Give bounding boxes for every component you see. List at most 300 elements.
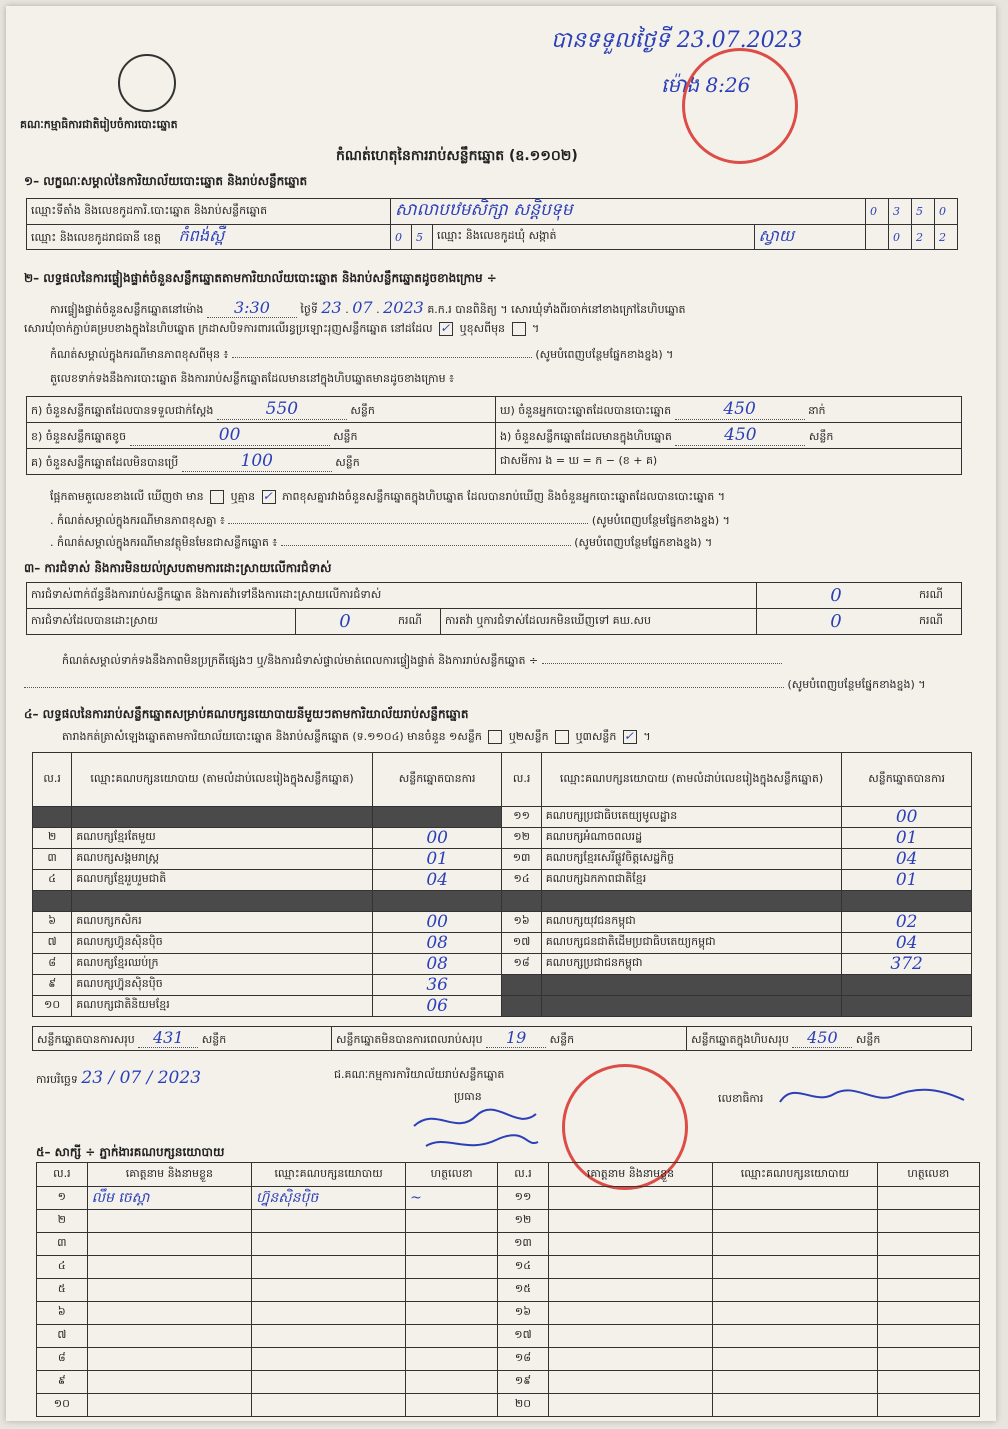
party-row <box>33 891 972 912</box>
fill-note: (សូមបំពេញបន្ថែមផ្នែកខាងខ្នង) ។ <box>787 678 926 691</box>
irregularity-field-2[interactable] <box>24 687 784 688</box>
witness-party <box>713 1256 877 1279</box>
witness-row <box>37 1394 980 1417</box>
fill-note: (សូមបំពេញបន្ថែមផ្នែកខាងខ្នង) ។ <box>574 536 713 549</box>
province-code-digit: 0 <box>391 225 412 250</box>
irregularity-field[interactable] <box>542 663 782 664</box>
party-no: ១៨ <box>502 954 541 975</box>
commune-code-digit: 2 <box>912 225 935 250</box>
difference-has-label: ផ្អែកតាមតួលេខខាងលើ ឃើញថា មាន <box>50 490 204 503</box>
party-no: ១៧ <box>502 933 541 954</box>
witness-row <box>37 1371 980 1394</box>
col-party: ឈ្មោះគណបក្សនយោបាយ (តាមលំដាប់លេខរៀងក្នុងសន្លឹកឆ្នោត) <box>541 753 842 807</box>
witness-row <box>37 1233 980 1256</box>
witness-no: ៥ <box>37 1279 88 1302</box>
verify-time-label: ការផ្ទៀងផ្ទាត់ចំនួនសន្លឹកឆ្នោតនៅម៉ោង <box>50 303 204 316</box>
witness-col-no: ល.រ <box>37 1163 88 1187</box>
party-no: ១៦ <box>502 912 541 933</box>
secretary-label: លេខាធិការ <box>718 1092 764 1105</box>
commune-label: ឈ្មោះ និងលេខកូដឃុំ សង្កាត់ <box>433 225 755 250</box>
witness-col-no: ល.រ <box>498 1163 549 1187</box>
object-note-label: . កំណត់សម្គាល់ក្នុងករណីមានវត្ថុមិនមែនជាសន្លឹកឆ្នោត ៖ <box>50 536 278 549</box>
unit-case: ករណី <box>915 609 962 635</box>
province-label <box>27 225 391 250</box>
party-name: គណបក្សប្រជាជនកម្ពុជា <box>541 954 842 975</box>
witness-party <box>713 1325 877 1348</box>
party-name: គណបក្សជាតិនិយមខ្មែរ <box>72 996 373 1017</box>
witness-signature <box>406 1325 498 1348</box>
party-row <box>33 828 972 849</box>
party-row <box>33 807 972 828</box>
party-name: គណបក្សឯកភាពជាតិខ្មែរ <box>541 870 842 891</box>
witness-no: ១៤ <box>498 1256 549 1279</box>
witness-no: ៤ <box>37 1256 88 1279</box>
witness-name <box>548 1325 712 1348</box>
party-votes <box>842 975 972 996</box>
witness-name: លឹម ចេស្ដា <box>87 1187 251 1210</box>
diff-note-field[interactable] <box>232 357 532 358</box>
unused-ballots-row <box>27 449 496 475</box>
witness-party <box>252 1348 406 1371</box>
witness-party: ហ្វ៊ុនស៊ិនប៉ិច <box>252 1187 406 1210</box>
party-name <box>72 891 373 912</box>
witness-no: ១៥ <box>498 1279 549 1302</box>
witness-signature <box>877 1279 979 1302</box>
witness-party <box>713 1371 877 1394</box>
party-votes: 01 <box>372 849 502 870</box>
objection-label-1: ការជំទាស់ពាក់ព័ន្ធនឹងការរាប់សន្លឹកឆ្នោត និងការតវ៉ាទៅនឹងការដោះស្រាយលើការជំទាស់ <box>31 587 382 601</box>
witness-party <box>713 1279 877 1302</box>
spoiled-ballots-row <box>27 423 496 449</box>
party-no <box>502 996 541 1017</box>
resolved-label: ការជំទាស់ដែលបានដោះស្រាយ <box>27 609 296 635</box>
province-code-digit: 5 <box>412 225 433 250</box>
party-name: គណបក្សខ្មែររួបរួមជាតិ <box>72 870 373 891</box>
witness-no: ២០ <box>498 1394 549 1417</box>
party-name: គណបក្សខ្មែរតែមួយ <box>72 828 373 849</box>
party-row <box>33 849 972 870</box>
party-no: ៧ <box>33 933 72 954</box>
party-row <box>33 870 972 891</box>
unit-sheet: សន្លឹក <box>549 1033 575 1046</box>
unit-sheet: សន្លឹក <box>808 430 834 443</box>
witness-party <box>252 1325 406 1348</box>
fill-note: (សូមបំពេញបន្ថែមផ្នែកខាងខ្នង) ។ <box>591 514 730 527</box>
seal-changed-label: ឬខុសពីមុន <box>459 322 506 335</box>
witness-col-name: គោត្តនាម និងនាមខ្លួន <box>548 1163 712 1187</box>
verify-text: គ.ក.រ បានពិនិត្យ ។ សោរឃុំទាំងពីរចាក់នៅខាងក្រៅនៃហិបឆ្នោត <box>427 303 686 316</box>
unit-case: ករណី <box>915 583 962 609</box>
witness-no: ១៦ <box>498 1302 549 1325</box>
seal-changed-checkbox[interactable] <box>512 322 526 336</box>
witness-no: ១៣ <box>498 1233 549 1256</box>
party-no: ១០ <box>33 996 72 1017</box>
figures-intro: តួលេខទាក់ទងនឹងការបោះឆ្នោត និងការរាប់សន្លឹកឆ្នោតដែលមាននៅក្នុងហិបឆ្នោតមានដូចខាងក្រោម ៖ <box>50 372 454 385</box>
witness-signature <box>877 1394 979 1417</box>
party-no <box>33 891 72 912</box>
irregularity-label: កំណត់សម្គាល់ទាក់ទងនឹងភាពមិនប្រក្រតីផ្សេងៗ ឬ/និងការជំទាស់ផ្ទាល់មាត់ពេលការផ្ទៀងផ្ទាត់ និងការរាប់សន្លឹកឆ្នោត ÷ <box>62 654 539 667</box>
witness-no: ១០ <box>37 1394 88 1417</box>
party-row <box>33 975 972 996</box>
received-date: បានទទួលថ្ងៃទី 23.07.2023 <box>551 28 803 53</box>
party-no: ១៤ <box>502 870 541 891</box>
witness-party <box>252 1233 406 1256</box>
party-no: ៤ <box>33 870 72 891</box>
chair-label: ប្រធាន <box>454 1090 482 1103</box>
witness-name <box>87 1371 251 1394</box>
witness-col-party: ឈ្មោះគណបក្សនយោបាយ <box>713 1163 877 1187</box>
witness-no: ១២ <box>498 1210 549 1233</box>
voters-row <box>496 397 962 423</box>
col-party: ឈ្មោះគណបក្សនយោបាយ (តាមលំដាប់លេខរៀងក្នុងសន្លឹកឆ្នោត) <box>72 753 373 807</box>
witness-party <box>252 1279 406 1302</box>
witness-name <box>548 1348 712 1371</box>
province-label-text: ឈ្មោះ និងលេខកូដរាជធានី ខេត្ត <box>31 231 161 244</box>
witness-signature <box>406 1233 498 1256</box>
witness-party <box>713 1187 877 1210</box>
witness-signature <box>406 1371 498 1394</box>
party-name <box>541 975 842 996</box>
two-sheets-label: ឬ២សន្លឹក <box>508 730 549 743</box>
object-note-line <box>50 536 712 552</box>
empty-cell <box>866 225 889 250</box>
witness-party <box>252 1256 406 1279</box>
received-time: ម៉ោង 8:26 <box>661 73 751 97</box>
witness-party <box>713 1210 877 1233</box>
witness-party <box>713 1394 877 1417</box>
sign-date-label: ការបរិច្ឆេទ <box>36 1073 78 1086</box>
verify-year: 2023 <box>383 298 424 317</box>
party-no <box>33 807 72 828</box>
witness-row <box>37 1210 980 1233</box>
witness-name <box>548 1187 712 1210</box>
witness-name <box>548 1256 712 1279</box>
party-name: គណបក្សខ្មែរឈប់ក្រ <box>72 954 373 975</box>
object-note-field[interactable] <box>281 545 571 546</box>
col-votes: សន្លឹកឆ្នោតបានការ <box>842 753 972 807</box>
witness-no: ៨ <box>37 1348 88 1371</box>
party-votes <box>372 891 502 912</box>
party-votes: 01 <box>842 828 972 849</box>
objection-table <box>26 582 962 635</box>
witness-signature <box>406 1279 498 1302</box>
box-ballots-value: 450 <box>675 425 805 446</box>
three-sheets-checkbox[interactable]: ✓ <box>623 730 637 744</box>
witness-col-sign: ហត្ថលេខា <box>877 1163 979 1187</box>
witness-no: ៦ <box>37 1302 88 1325</box>
station-code-digit: 3 <box>889 199 912 225</box>
station-code-digit: 5 <box>912 199 935 225</box>
form-sheet <box>6 6 996 1421</box>
unit-case: ករណី <box>394 609 441 635</box>
objection-row-1 <box>27 583 757 609</box>
sign-date <box>36 1068 201 1089</box>
difference-line <box>50 490 725 506</box>
station-location-value: សាលាបឋមសិក្សា សន្តិបទុម <box>391 199 866 225</box>
forwarded-value: 0 <box>757 609 916 635</box>
unused-ballots-label: គ) ចំនួនសន្លឹកឆ្នោតដែលមិនបានប្រើ <box>31 456 179 469</box>
received-ballots-row <box>27 397 496 423</box>
difference-none-label: ឬគ្មាន <box>230 490 256 503</box>
witness-party <box>713 1233 877 1256</box>
witness-signature <box>877 1325 979 1348</box>
party-votes: 00 <box>372 912 502 933</box>
witness-party <box>252 1371 406 1394</box>
box-total <box>687 1027 972 1051</box>
invalid-total <box>332 1027 687 1051</box>
witness-no: ៧ <box>37 1325 88 1348</box>
tally-sheets-line: តារាងកត់ត្រាសំឡេងឆ្នោតតាមការិយាល័យបោះឆ្នោត និងរាប់សន្លឹកឆ្នោត (ទ.១១០៤) មានចំនួន ១សន្លឹក ឬ២សន្លឹក ឬ៣សន្លឹក ✓ ។ <box>62 729 651 743</box>
verify-day: 23 <box>321 298 342 317</box>
sign-date-value: 23 / 07 / 2023 <box>81 1068 202 1088</box>
party-no: ១១ <box>502 807 541 828</box>
witness-name <box>87 1394 251 1417</box>
witness-signature <box>877 1256 979 1279</box>
party-row <box>33 933 972 954</box>
commission-stamp-top <box>682 48 798 164</box>
party-votes: 02 <box>842 912 972 933</box>
witness-no: ៩ <box>37 1371 88 1394</box>
diff-note-2-field[interactable] <box>228 523 588 524</box>
witness-signature: ~ <box>406 1187 498 1210</box>
section3-heading: ៣– ការជំទាស់ និងការមិនយល់ស្របតាមការដោះស្រាយលើការជំទាស់ <box>24 561 332 575</box>
party-no: ៨ <box>33 954 72 975</box>
diff-note-2-label: . កំណត់សម្គាល់ក្នុងករណីមានភាពខុសគ្នា ៖ <box>50 514 225 527</box>
party-votes <box>842 891 972 912</box>
received-ballots-label: ក) ចំនួនសន្លឹកឆ្នោតដែលបានទទួលជាក់ស្ដែង <box>31 404 214 417</box>
party-votes: 04 <box>842 849 972 870</box>
chair-signature <box>406 1096 546 1156</box>
witness-signature <box>877 1187 979 1210</box>
witness-signature <box>877 1233 979 1256</box>
forwarded-label: ការតវ៉ា ឬការជំទាស់ដែលរកមិនឃើញទៅ គឃ.សប <box>441 609 757 635</box>
three-sheets-label: ឬ៣សន្លឹក <box>575 730 617 743</box>
party-votes <box>842 996 972 1017</box>
unit-sheet: សន្លឹក <box>335 456 360 469</box>
witness-name <box>548 1302 712 1325</box>
witness-no: ៣ <box>37 1233 88 1256</box>
witness-name <box>87 1210 251 1233</box>
box-total-label: សន្លឹកឆ្នោតក្នុងហិបសរុប <box>691 1033 789 1046</box>
witness-party <box>713 1302 877 1325</box>
party-name: គណបក្សហ្វ៊ុនស៊ិនប៉ិច <box>72 975 373 996</box>
witness-row <box>37 1279 980 1302</box>
invalid-total-label: សន្លឹកឆ្នោតមិនបានការពេលរាប់សរុប <box>336 1033 483 1046</box>
box-ballots-label: ង) ចំនួនសន្លឹកឆ្នោតដែលមានក្នុងហិបឆ្នោត <box>500 430 672 443</box>
emblem-logo <box>118 54 176 112</box>
party-name: គណបក្សអំណាចពលរដ្ឋ <box>541 828 842 849</box>
witness-signature <box>406 1210 498 1233</box>
party-name <box>72 807 373 828</box>
witness-party <box>252 1210 406 1233</box>
unit-sheet: សន្លឹក <box>855 1033 881 1046</box>
difference-has-checkbox[interactable] <box>210 490 224 504</box>
unused-ballots-value: 100 <box>182 451 332 472</box>
col-no: ល.រ <box>33 753 72 807</box>
party-name: គណបក្សប្រជាធិបតេយ្យមូលដ្ឋាន <box>541 807 842 828</box>
party-no: ៣ <box>33 849 72 870</box>
verify-time: 3:30 <box>207 298 297 318</box>
party-row <box>33 996 972 1017</box>
party-no: ២ <box>33 828 72 849</box>
province-value: កំពង់ស្ពឺ <box>178 226 225 245</box>
witness-row <box>37 1256 980 1279</box>
unit-person: នាក់ <box>808 404 826 417</box>
received-ballots-value: 550 <box>217 399 347 420</box>
voters-label: ឃ) ចំនួនអ្នកបោះឆ្នោតដែលបានបោះឆ្នោត <box>500 404 672 417</box>
unit-sheet: សន្លឹក <box>350 404 375 417</box>
station-id-table <box>26 198 958 250</box>
section2-heading: ២– លទ្ធផលនៃការផ្ទៀងផ្ទាត់ចំនួនសន្លឹកឆ្នោតតាមការិយាល័យបោះឆ្នោត និងរាប់សន្លឹកឆ្នោតដូចខាងក្រោម ÷ <box>24 271 497 285</box>
spoiled-ballots-label: ខ) ចំនួនសន្លឹកឆ្នោតខូច <box>31 430 127 443</box>
diff-note-line <box>50 514 730 530</box>
totals-table <box>32 1026 972 1051</box>
invalid-total-value: 19 <box>486 1028 546 1048</box>
witness-name <box>87 1233 251 1256</box>
witness-signature <box>406 1256 498 1279</box>
party-votes: 04 <box>842 933 972 954</box>
party-name <box>541 996 842 1017</box>
party-votes: 08 <box>372 954 502 975</box>
witness-name <box>87 1325 251 1348</box>
objection-value-1: 0 <box>757 583 916 609</box>
party-no <box>502 975 541 996</box>
valid-total <box>33 1027 332 1051</box>
seal-intact-checkbox[interactable]: ✓ <box>439 322 453 336</box>
witness-no: ១៨ <box>498 1348 549 1371</box>
witness-name <box>87 1279 251 1302</box>
equation: ជាសមីការ ង = ឃ = ក − (ខ + គ) <box>496 449 962 475</box>
witness-name <box>87 1302 251 1325</box>
station-code-digit: 0 <box>935 199 958 225</box>
party-votes: 01 <box>842 870 972 891</box>
voters-value: 450 <box>675 399 805 420</box>
witness-name <box>548 1233 712 1256</box>
witness-row <box>37 1302 980 1325</box>
witness-signature <box>877 1210 979 1233</box>
station-code-digit: 0 <box>866 199 889 225</box>
witness-no: ២ <box>37 1210 88 1233</box>
witness-signature <box>406 1302 498 1325</box>
irregularity-note <box>62 654 782 670</box>
party-row <box>33 912 972 933</box>
party-name <box>541 891 842 912</box>
witness-col-name: គោត្តនាម និងនាមខ្លួន <box>87 1163 251 1187</box>
witness-row <box>37 1325 980 1348</box>
box-total-value: 450 <box>792 1028 852 1048</box>
seal-intact-text: សោរឃុំចាក់ភ្ជាប់គម្របខាងក្នុងនៃហិបឆ្នោត ក្រដាសបិទការពារលើរន្ធប្រឡោះរុញសន្លឹកឆ្នោត នៅដដែល <box>24 322 433 335</box>
witness-name <box>548 1279 712 1302</box>
diff-note-fill: (សូមបំពេញបន្ថែមផ្នែកខាងខ្នង) ។ <box>535 348 674 361</box>
party-name: គណបក្សសង្គមរាស្ត្រ <box>72 849 373 870</box>
witness-signature <box>877 1302 979 1325</box>
witness-rows <box>37 1187 980 1417</box>
station-location-label: ឈ្មោះទីតាំង និងលេខកូដការិ.បោះឆ្នោត និងរាប់សន្លឹកឆ្នោត <box>27 199 391 225</box>
party-no: ៦ <box>33 912 72 933</box>
party-name: គណបក្សហ៊្វុនស៊ិនប៉ិច <box>72 933 373 954</box>
witness-signature <box>406 1394 498 1417</box>
verify-day-label: ថ្ងៃទី <box>300 303 318 316</box>
section5-heading: ៥– សាក្សី ÷ ភ្នាក់ងារគណបក្សនយោបាយ <box>36 1145 225 1159</box>
witness-name <box>87 1348 251 1371</box>
witness-party <box>713 1348 877 1371</box>
commune-code-digit: 0 <box>889 225 912 250</box>
witness-no: ១១ <box>498 1187 549 1210</box>
valid-total-value: 431 <box>138 1028 198 1048</box>
section1-heading: ១– លក្ខណៈសម្គាល់នៃការិយាល័យបោះឆ្នោត និងរាប់សន្លឹកឆ្នោត <box>24 174 308 188</box>
resolved-value: 0 <box>296 609 395 635</box>
witness-signature <box>877 1348 979 1371</box>
party-name: គណបក្សយុវជនកម្ពុជា <box>541 912 842 933</box>
witness-name <box>548 1210 712 1233</box>
verify-month: 07 <box>352 298 373 317</box>
party-votes: 08 <box>372 933 502 954</box>
verify-line-2: សោរឃុំចាក់ភ្ជាប់គម្របខាងក្នុងនៃហិបឆ្នោត ក្រដាសបិទការពារលើរន្ធប្រឡោះរុញសន្លឹកឆ្នោត នៅដដែល ✓ ឬខុសពីមុន ។ <box>24 321 540 335</box>
difference-none-checkbox[interactable]: ✓ <box>262 490 276 504</box>
secretary-signature <box>774 1076 974 1116</box>
spoiled-ballots-value: 00 <box>130 425 330 446</box>
witness-name <box>87 1256 251 1279</box>
witness-no: ១៧ <box>498 1325 549 1348</box>
witness-no: ១៩ <box>498 1371 549 1394</box>
witness-name <box>548 1394 712 1417</box>
irregularity-line-2 <box>24 678 926 694</box>
party-no: ៩ <box>33 975 72 996</box>
witness-table <box>36 1162 980 1417</box>
ballot-figures-table <box>26 396 962 475</box>
party-rows <box>33 807 972 1017</box>
unit-sheet: សន្លឹក <box>333 430 358 443</box>
valid-total-label: សន្លឹកឆ្នោតបានការសរុប <box>37 1033 135 1046</box>
verify-line-1: ការផ្ទៀងផ្ទាត់ចំនួនសន្លឹកឆ្នោតនៅម៉ោង 3:30 ថ្ងៃទី 23 . 07 . 2023 គ.ក.រ បានពិនិត្យ ។ សោរឃុំទាំងពីរចាក់នៅខាងក្រៅនៃហិបឆ្នោត <box>50 298 686 317</box>
witness-col-sign: ហត្ថលេខា <box>406 1163 498 1187</box>
party-votes: 36 <box>372 975 502 996</box>
witness-name <box>548 1371 712 1394</box>
party-votes: 372 <box>842 954 972 975</box>
committee-label: ជ.គណៈកម្មការការិយាល័យរាប់សន្លឹកឆ្នោត <box>334 1068 505 1081</box>
difference-text: ភាពខុសគ្នារវាងចំនួនសន្លឹកឆ្នោតក្នុងហិបឆ្នោត ដែលបានរាប់ឃើញ និងចំនួនអ្នកបោះឆ្នោតដែលបានបោះឆ្នោត ។ <box>282 490 725 503</box>
one-sheet-checkbox[interactable] <box>488 730 502 744</box>
witness-signature <box>877 1371 979 1394</box>
party-name: គណបក្សកសិករ <box>72 912 373 933</box>
party-name: គណបក្សខ្មែរសេរីផ្លូវចិត្តសេដ្ឋកិច្ច <box>541 849 842 870</box>
verify-line-3 <box>50 348 673 364</box>
col-no: ល.រ <box>502 753 541 807</box>
party-row <box>33 954 972 975</box>
witness-row <box>37 1348 980 1371</box>
section4-heading: ៤– លទ្ធផលនៃការរាប់សន្លឹកឆ្នោតសម្រាប់គណបក្សនយោបាយនីមួយៗតាមការិយាល័យរាប់សន្លឹកឆ្នោត <box>24 707 469 721</box>
party-no: ១២ <box>502 828 541 849</box>
witness-party <box>252 1394 406 1417</box>
form-title: កំណត់ហេតុនៃការរាប់សន្លឹកឆ្នោត (ឧ.១១០២) <box>336 148 578 164</box>
party-votes: 06 <box>372 996 502 1017</box>
party-results-table <box>32 752 972 1017</box>
party-no <box>502 891 541 912</box>
party-no: ១៣ <box>502 849 541 870</box>
two-sheets-checkbox[interactable] <box>555 730 569 744</box>
witness-col-party: ឈ្មោះគណបក្សនយោបាយ <box>252 1163 406 1187</box>
box-ballots-row <box>496 423 962 449</box>
witness-row <box>37 1187 980 1210</box>
unit-sheet: សន្លឹក <box>201 1033 227 1046</box>
witness-signature <box>406 1348 498 1371</box>
party-votes <box>372 807 502 828</box>
party-votes: 04 <box>372 870 502 891</box>
agency-name: គណៈកម្មាធិការជាតិរៀបចំការបោះឆ្នោត <box>20 118 178 131</box>
party-votes: 00 <box>372 828 502 849</box>
commune-code-digit: 2 <box>935 225 958 250</box>
party-votes: 00 <box>842 807 972 828</box>
